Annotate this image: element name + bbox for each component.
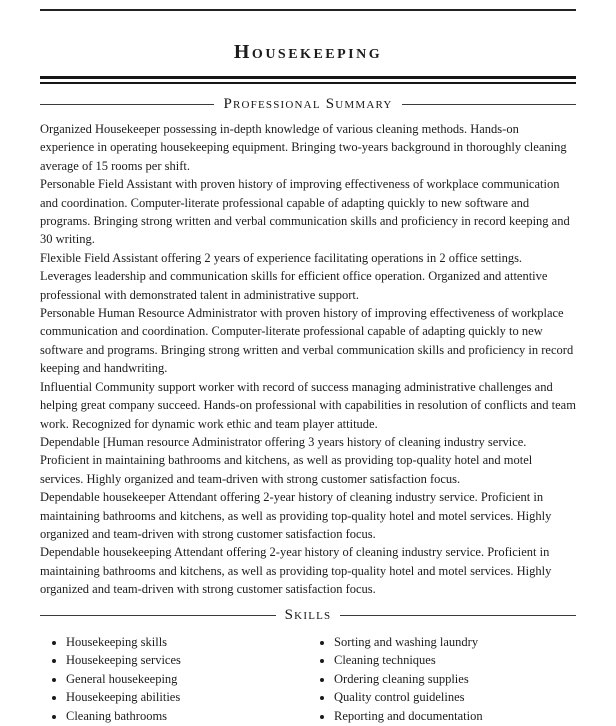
skills-section-heading (40, 607, 576, 624)
title-divider (40, 76, 576, 84)
skill-item: • General housekeeping (66, 670, 308, 689)
heading-rule-left (40, 104, 214, 105)
summary-paragraph: Dependable housekeeping Attendant offering 2-year history of cleaning industry service. Proficient in maintaining bathrooms and kitchens, as well as providing top-quality hotel and motel services. Highly organized and team-driven with strong customer satisfaction focus. (40, 545, 552, 597)
skills-list-left (40, 633, 308, 726)
summary-section (40, 120, 576, 599)
resume-title: Housekeeping (233, 41, 383, 63)
skill-item: • Housekeeping services (66, 651, 308, 670)
skill-item: • Quality control guidelines (334, 688, 576, 707)
skills-list-right (308, 633, 576, 726)
summary-paragraph: Dependable [Human resource Administrator offering 3 years history of cleaning industry service. Proficient in maintaining bathrooms and kitchens, as well as providing top-quality hotel and motel services. Highly organized and team-driven with strong customer satisfaction focus. (40, 434, 533, 486)
heading-rule-right (340, 615, 576, 616)
skills-heading-label: Skills (284, 606, 332, 623)
skill-item: • Housekeeping skills (66, 633, 308, 652)
summary-paragraph: Influential Community support worker with record of success managing administrative challenges and helping great company succeed. Hands-on professional with capabilities in resolution of conflicts and team work. Recognized for dynamic work ethic and team player attitude. (40, 379, 576, 431)
heading-rule-left (40, 615, 276, 616)
summary-paragraph: Dependable housekeeper Attendant offering 2-year history of cleaning industry service. Proficient in maintaining bathrooms and kitchens, as well as providing top-quality hotel and motel services. Highly organized and team-driven with strong customer satisfaction focus. (40, 490, 552, 541)
skills-column-left (40, 631, 308, 726)
skill-item: • Sorting and washing laundry (334, 633, 576, 652)
skill-item: • Housekeeping abilities (66, 688, 308, 707)
summary-paragraph: Personable Field Assistant with proven history of improving effectiveness of workplace communication and coordination. Computer-literate professional capable of adapting quickly to new software and programs. Bringing strong written and verbal communication skills and proficiency in record keeping and 30 writing. (40, 177, 570, 247)
summary-paragraph: Organized Housekeeper possessing in-depth knowledge of various cleaning methods. Hands-on experience in operating housekeeping equipment. Bringing two-years background in thoroughly cleaning average of 15 rooms per shift. (40, 122, 567, 173)
top-rule (40, 9, 576, 11)
skills-section (40, 631, 576, 726)
summary-paragraph: Flexible Field Assistant offering 2 years of experience facilitating operations in 2 office settings. Leverages leadership and communication skills for efficient office operation. Organized and attentive professional with demonstrated talent in administrative support. (40, 250, 548, 302)
skill-item: • Reporting and documentation (334, 707, 576, 726)
skill-item: • Cleaning bathrooms (66, 707, 308, 726)
skill-item: • Ordering cleaning supplies (334, 670, 576, 689)
summary-section-heading (40, 96, 576, 113)
heading-rule-right (402, 104, 576, 105)
skills-column-right (308, 631, 576, 726)
skill-item: • Cleaning techniques (334, 651, 576, 670)
summary-heading-label: Professional Summary (223, 96, 393, 112)
summary-paragraph: Personable Human Resource Administrator with proven history of improving effectiveness of workplace communication and coordination. Computer-literate professional capable of adapting quickly to new software and programs. Bringing strong written and verbal communication skills and proficiency in record keeping and handwriting. (40, 306, 574, 376)
